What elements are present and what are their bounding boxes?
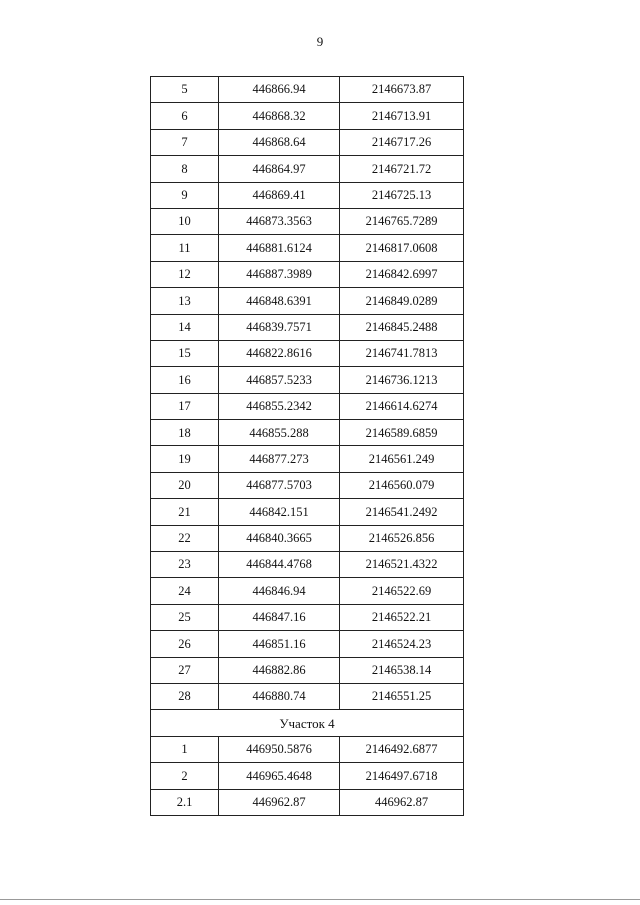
x-coordinate-cell: 446887.3989: [219, 261, 340, 287]
table-row: [151, 446, 464, 472]
point-number-cell: 23: [151, 552, 219, 578]
table-row: [151, 156, 464, 182]
y-coordinate-cell: 2146736.1213: [340, 367, 464, 393]
y-coordinate-cell: 2146497.6718: [340, 763, 464, 789]
point-number-cell: 10: [151, 208, 219, 234]
point-number-cell: 15: [151, 340, 219, 366]
y-coordinate-cell: 2146524.23: [340, 631, 464, 657]
x-coordinate-cell: 446842.151: [219, 499, 340, 525]
x-coordinate-cell: 446864.97: [219, 156, 340, 182]
y-coordinate-cell: 2146538.14: [340, 657, 464, 683]
table-row: [151, 683, 464, 709]
y-coordinate-cell: 2146522.21: [340, 604, 464, 630]
table-row: [151, 235, 464, 261]
x-coordinate-cell: 446882.86: [219, 657, 340, 683]
x-coordinate-cell: 446866.94: [219, 77, 340, 103]
table-row: [151, 340, 464, 366]
point-number-cell: 6: [151, 103, 219, 129]
x-coordinate-cell: 446851.16: [219, 631, 340, 657]
point-number-cell: 11: [151, 235, 219, 261]
y-coordinate-cell: 2146673.87: [340, 77, 464, 103]
y-coordinate-cell: 2146541.2492: [340, 499, 464, 525]
y-coordinate-cell: 446962.87: [340, 789, 464, 815]
point-number-cell: 24: [151, 578, 219, 604]
point-number-cell: 5: [151, 77, 219, 103]
y-coordinate-cell: 2146713.91: [340, 103, 464, 129]
point-number-cell: 19: [151, 446, 219, 472]
table-row: [151, 736, 464, 762]
x-coordinate-cell: 446868.64: [219, 129, 340, 155]
y-coordinate-cell: 2146845.2488: [340, 314, 464, 340]
x-coordinate-cell: 446847.16: [219, 604, 340, 630]
point-number-cell: 22: [151, 525, 219, 551]
y-coordinate-cell: 2146765.7289: [340, 208, 464, 234]
table-row: [151, 367, 464, 393]
x-coordinate-cell: 446840.3665: [219, 525, 340, 551]
table-row: [151, 578, 464, 604]
table-row: [151, 103, 464, 129]
page-number: 9: [316, 34, 324, 49]
table-row: [151, 314, 464, 340]
table-row: [151, 763, 464, 789]
table-row: [151, 420, 464, 446]
y-coordinate-cell: 2146717.26: [340, 129, 464, 155]
table-row: [151, 182, 464, 208]
y-coordinate-cell: 2146741.7813: [340, 340, 464, 366]
coordinates-table: [150, 76, 464, 816]
point-number-cell: 21: [151, 499, 219, 525]
table-row: [151, 604, 464, 630]
y-coordinate-cell: 2146522.69: [340, 578, 464, 604]
x-coordinate-cell: 446877.273: [219, 446, 340, 472]
point-number-cell: 16: [151, 367, 219, 393]
x-coordinate-cell: 446855.2342: [219, 393, 340, 419]
x-coordinate-cell: 446950.5876: [219, 736, 340, 762]
table-row: [151, 525, 464, 551]
y-coordinate-cell: 2146551.25: [340, 683, 464, 709]
table-row: [151, 472, 464, 498]
table-row: [151, 789, 464, 815]
point-number-cell: 9: [151, 182, 219, 208]
section-row: [151, 710, 464, 736]
point-number-cell: 26: [151, 631, 219, 657]
x-coordinate-cell: 446844.4768: [219, 552, 340, 578]
y-coordinate-cell: 2146560.079: [340, 472, 464, 498]
point-number-cell: 14: [151, 314, 219, 340]
x-coordinate-cell: 446877.5703: [219, 472, 340, 498]
table-row: [151, 657, 464, 683]
point-number-cell: 25: [151, 604, 219, 630]
point-number-cell: 13: [151, 288, 219, 314]
table-row: [151, 208, 464, 234]
y-coordinate-cell: 2146849.0289: [340, 288, 464, 314]
x-coordinate-cell: 446839.7571: [219, 314, 340, 340]
table-row: [151, 552, 464, 578]
x-coordinate-cell: 446881.6124: [219, 235, 340, 261]
point-number-cell: 18: [151, 420, 219, 446]
x-coordinate-cell: 446857.5233: [219, 367, 340, 393]
x-coordinate-cell: 446846.94: [219, 578, 340, 604]
y-coordinate-cell: 2146817.0608: [340, 235, 464, 261]
y-coordinate-cell: 2146589.6859: [340, 420, 464, 446]
x-coordinate-cell: 446855.288: [219, 420, 340, 446]
table-row: [151, 129, 464, 155]
table-row: [151, 499, 464, 525]
y-coordinate-cell: 2146725.13: [340, 182, 464, 208]
x-coordinate-cell: 446962.87: [219, 789, 340, 815]
table-row: [151, 288, 464, 314]
point-number-cell: 12: [151, 261, 219, 287]
section-title: Участок 4: [151, 710, 464, 736]
table-row: [151, 631, 464, 657]
y-coordinate-cell: 2146721.72: [340, 156, 464, 182]
y-coordinate-cell: 2146561.249: [340, 446, 464, 472]
x-coordinate-cell: 446880.74: [219, 683, 340, 709]
y-coordinate-cell: 2146521.4322: [340, 552, 464, 578]
y-coordinate-cell: 2146614.6274: [340, 393, 464, 419]
y-coordinate-cell: 2146842.6997: [340, 261, 464, 287]
x-coordinate-cell: 446822.8616: [219, 340, 340, 366]
point-number-cell: 17: [151, 393, 219, 419]
point-number-cell: 8: [151, 156, 219, 182]
table-row: [151, 77, 464, 103]
coordinates-table-body: [151, 77, 464, 816]
point-number-cell: 7: [151, 129, 219, 155]
point-number-cell: 28: [151, 683, 219, 709]
point-number-cell: 27: [151, 657, 219, 683]
x-coordinate-cell: 446873.3563: [219, 208, 340, 234]
point-number-cell: 1: [151, 736, 219, 762]
y-coordinate-cell: 2146526.856: [340, 525, 464, 551]
x-coordinate-cell: 446848.6391: [219, 288, 340, 314]
table-row: [151, 393, 464, 419]
point-number-cell: 20: [151, 472, 219, 498]
y-coordinate-cell: 2146492.6877: [340, 736, 464, 762]
footer-divider: [0, 899, 640, 900]
point-number-cell: 2: [151, 763, 219, 789]
point-number-cell: 2.1: [151, 789, 219, 815]
table-row: [151, 261, 464, 287]
x-coordinate-cell: 446869.41: [219, 182, 340, 208]
x-coordinate-cell: 446868.32: [219, 103, 340, 129]
x-coordinate-cell: 446965.4648: [219, 763, 340, 789]
